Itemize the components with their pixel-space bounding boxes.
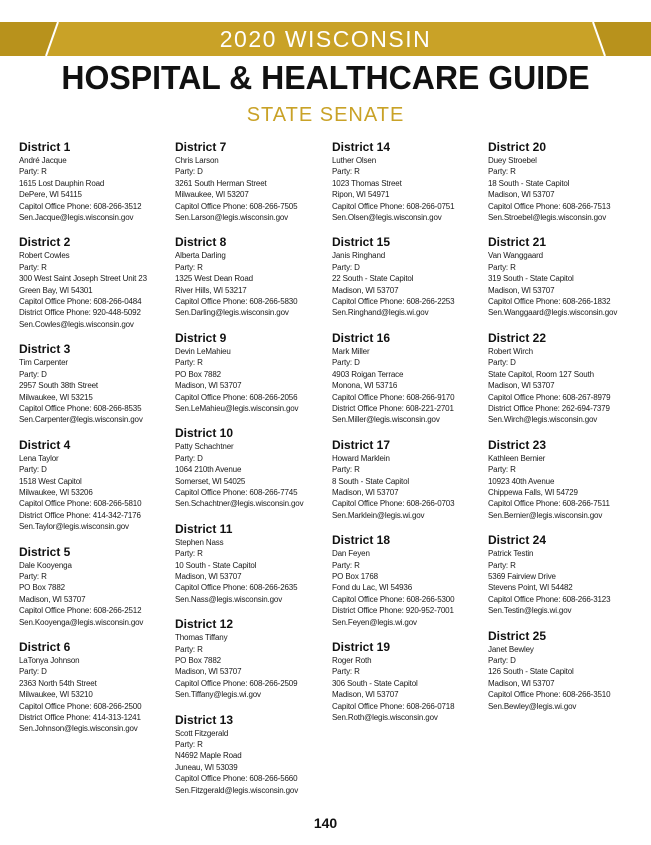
district-detail-line: Capitol Office Phone: 608-266-2500 <box>19 701 142 711</box>
district-detail-line: Capitol Office Phone: 608-266-5300 <box>332 594 455 604</box>
district-entry <box>175 235 327 318</box>
senator-email: Sen.Bewley@legis.wi.gov <box>488 701 577 711</box>
district-detail-line: Party: R <box>19 262 47 272</box>
district-detail-line: Capitol Office Phone: 608-266-2056 <box>175 392 298 402</box>
district-detail-line: Capitol Office Phone: 608-266-3510 <box>488 690 611 700</box>
district-detail-line: 3261 South Herman Street <box>175 178 267 188</box>
district-detail-line: PO Box 7882 <box>175 369 221 379</box>
header-banner <box>0 22 651 56</box>
district-detail-line: Party: R <box>488 167 516 177</box>
district-detail-line: Party: D <box>332 358 360 368</box>
district-detail-line: 22 South - State Capitol <box>332 274 414 284</box>
district-detail-line: Tim Carpenter <box>19 358 68 368</box>
district-detail-line: Party: R <box>175 644 203 654</box>
district-detail-line: PO Box 7882 <box>175 656 221 665</box>
district-detail-line: 2363 North 54th Street <box>19 678 97 688</box>
district-title: District 15 <box>332 235 391 250</box>
district-entry <box>488 629 640 712</box>
district-detail-line: Howard Marklein <box>332 453 390 463</box>
district-detail-line: 1023 Thomas Street <box>332 178 402 188</box>
district-detail-line: Capitol Office Phone: 608-266-3123 <box>488 594 611 604</box>
district-title: District 22 <box>488 330 547 345</box>
district-detail-line: Devin LeMahieu <box>175 346 231 356</box>
district-detail-line: Chippewa Falls, WI 54729 <box>488 487 578 497</box>
district-detail-line: 1064 210th Avenue <box>175 465 242 475</box>
district-detail-line: 1325 West Dean Road <box>175 274 253 284</box>
district-title: District 3 <box>19 342 71 357</box>
district-detail-line: PO Box 1768 <box>332 571 378 581</box>
district-detail-line: Patty Schachtner <box>175 442 234 452</box>
district-title: District 12 <box>175 617 234 632</box>
district-detail-line: Party: D <box>175 167 203 177</box>
district-detail-line: Lena Taylor <box>19 453 59 463</box>
district-detail-line: Green Bay, WI 54301 <box>19 285 93 295</box>
senator-email: Sen.Nass@legis.wisconsin.gov <box>175 594 283 604</box>
district-title: District 10 <box>175 426 234 441</box>
district-detail-line: Party: R <box>488 262 516 272</box>
district-detail-line: Capitol Office Phone: 608-266-5810 <box>19 499 142 509</box>
district-detail-line: Capitol Office Phone: 608-266-0751 <box>332 201 455 211</box>
senator-email: Sen.Roth@legis.wisconsin.gov <box>332 713 438 723</box>
senator-email: Sen.Larson@legis.wisconsin.gov <box>175 213 289 223</box>
senator-email: Sen.Schachtner@legis.wisconsin.gov <box>175 499 304 509</box>
district-detail-line: Capitol Office Phone: 608-266-2509 <box>175 678 298 688</box>
district-entry <box>19 235 171 330</box>
district-title: District 2 <box>19 235 71 250</box>
district-detail-line: 5369 Fairview Drive <box>488 571 556 581</box>
senator-email: Sen.Ringhand@legis.wi.gov <box>332 308 429 318</box>
district-title: District 11 <box>175 521 233 536</box>
district-detail-line: Madison, WI 53707 <box>175 381 242 391</box>
senator-email: Sen.LeMahieu@legis.wisconsin.gov <box>175 403 299 413</box>
district-column-2 <box>175 140 327 808</box>
district-detail-line: 300 West Saint Joseph Street Unit 23 <box>19 274 147 284</box>
district-title: District 17 <box>332 437 391 452</box>
district-detail-line: Party: D <box>19 369 47 379</box>
district-detail-line: Capitol Office Phone: 608-266-2512 <box>19 606 142 616</box>
district-detail-line: Party: R <box>175 358 203 368</box>
district-entry <box>19 640 171 735</box>
district-detail-line: Party: R <box>175 262 203 272</box>
district-title: District 19 <box>332 640 391 654</box>
district-entry <box>332 640 484 723</box>
senator-email: Sen.Darling@legis.wisconsin.gov <box>175 308 289 318</box>
district-detail-line: Party: R <box>488 465 516 475</box>
district-detail-line: District Office Phone: 920-448-5092 <box>19 308 141 318</box>
section-subtitle: STATE SENATE <box>246 104 405 126</box>
senator-email: Sen.Wanggaard@legis.wisconsin.gov <box>488 308 618 318</box>
district-detail-line: Party: D <box>488 656 516 665</box>
district-detail-line: Capitol Office Phone: 608-266-7511 <box>488 499 610 509</box>
district-detail-line: 8 South - State Capitol <box>332 476 410 486</box>
senator-email: Sen.Miller@legis.wisconsin.gov <box>332 415 440 425</box>
senator-email: Sen.Bernier@legis.wisconsin.gov <box>488 510 603 520</box>
district-detail-line: Madison, WI 53707 <box>332 690 399 700</box>
district-entry <box>332 235 484 318</box>
district-detail-line: 2957 South 38th Street <box>19 381 98 391</box>
district-column-4 <box>488 140 640 724</box>
district-detail-line: 126 South - State Capitol <box>488 667 574 677</box>
district-detail-line: Party: R <box>332 465 360 475</box>
district-columns <box>19 140 639 810</box>
district-entry <box>332 438 484 521</box>
district-entry <box>19 342 171 425</box>
district-detail-line: Scott Fitzgerald <box>175 728 229 738</box>
senator-email: Sen.Olsen@legis.wisconsin.gov <box>332 213 442 223</box>
page-number: 140 <box>313 815 338 831</box>
district-entry <box>175 331 327 414</box>
district-detail-line: Kathleen Bernier <box>488 453 546 463</box>
district-title: District 23 <box>488 437 547 452</box>
district-detail-line: Party: D <box>19 465 47 475</box>
district-detail-line: 18 South - State Capitol <box>488 178 570 188</box>
district-title: District 4 <box>19 437 71 452</box>
district-title: District 9 <box>175 330 227 345</box>
district-entry <box>19 438 171 533</box>
district-entry <box>332 533 484 628</box>
district-entry <box>488 438 640 521</box>
district-detail-line: Capitol Office Phone: 608-266-2253 <box>332 297 455 307</box>
district-entry <box>488 533 640 616</box>
district-detail-line: Capitol Office Phone: 608-267-8979 <box>488 392 611 402</box>
senator-email: Sen.Jacque@legis.wisconsin.gov <box>19 213 134 223</box>
district-detail-line: Madison, WI 53707 <box>19 594 86 604</box>
district-detail-line: Mark Miller <box>332 346 370 356</box>
district-detail-line: Madison, WI 53707 <box>488 678 555 688</box>
district-detail-line: Van Wanggaard <box>488 251 543 261</box>
senator-email: Sen.Cowles@legis.wisconsin.gov <box>19 319 134 329</box>
district-detail-line: Capitol Office Phone: 608-266-7745 <box>175 487 298 497</box>
district-detail-line: State Capitol, Room 127 South <box>488 369 594 379</box>
senator-email: Sen.Tiffany@legis.wi.gov <box>175 690 261 700</box>
district-detail-line: Capitol Office Phone: 608-266-8535 <box>19 403 142 413</box>
district-detail-line: Party: R <box>19 571 47 581</box>
district-detail-line: Party: R <box>19 167 47 177</box>
district-detail-line: N4692 Maple Road <box>175 751 242 761</box>
district-detail-line: Party: D <box>175 453 203 463</box>
district-entry <box>175 522 327 605</box>
district-title: District 6 <box>19 640 71 654</box>
district-title: District 1 <box>19 140 71 154</box>
district-detail-line: Stevens Point, WI 54482 <box>488 583 573 593</box>
district-detail-line: Janet Bewley <box>488 644 534 654</box>
district-title: District 16 <box>332 330 391 345</box>
district-detail-line: Ripon, WI 54971 <box>332 190 390 200</box>
district-detail-line: District Office Phone: 414-342-7176 <box>19 510 141 520</box>
district-column-3 <box>332 140 484 735</box>
district-detail-line: Party: R <box>175 549 203 559</box>
district-detail-line: André Jacque <box>19 156 67 165</box>
district-detail-line: Capitol Office Phone: 608-266-0484 <box>19 297 142 307</box>
district-detail-line: Party: R <box>488 560 516 570</box>
district-entry <box>488 235 640 318</box>
district-entry <box>19 545 171 628</box>
district-detail-line: Robert Wirch <box>488 346 533 356</box>
district-detail-line: District Office Phone: 262-694-7379 <box>488 403 610 413</box>
district-entry <box>488 331 640 426</box>
district-detail-line: 1518 West Capitol <box>19 476 82 486</box>
district-detail-line: Party: D <box>332 262 360 272</box>
district-detail-line: Capitol Office Phone: 608-266-5660 <box>175 774 298 784</box>
district-detail-line: Roger Roth <box>332 656 372 665</box>
page-title: HOSPITAL & HEALTHCARE GUIDE <box>61 59 590 96</box>
district-entry <box>175 426 327 509</box>
district-detail-line: District Office Phone: 414-313-1241 <box>19 713 141 723</box>
district-detail-line: Party: R <box>332 167 360 177</box>
district-detail-line: District Office Phone: 920-952-7001 <box>332 606 454 616</box>
senator-email: Sen.Feyen@legis.wi.gov <box>332 617 417 627</box>
district-detail-line: 319 South - State Capitol <box>488 274 574 284</box>
district-detail-line: 10923 40th Avenue <box>488 476 555 486</box>
district-title: District 14 <box>332 140 391 154</box>
district-detail-line: Madison, WI 53707 <box>175 667 242 677</box>
district-title: District 24 <box>488 533 547 548</box>
district-detail-line: 306 South - State Capitol <box>332 678 418 688</box>
district-detail-line: Milwaukee, WI 53210 <box>19 690 93 700</box>
district-detail-line: Party: D <box>19 667 47 677</box>
district-entry <box>488 140 640 223</box>
district-detail-line: Capitol Office Phone: 608-266-2635 <box>175 583 298 593</box>
senator-email: Sen.Taylor@legis.wisconsin.gov <box>19 522 129 532</box>
district-entry <box>175 140 327 223</box>
district-detail-line: Madison, WI 53707 <box>488 381 555 391</box>
district-title: District 21 <box>488 235 547 250</box>
district-detail-line: Capitol Office Phone: 608-266-0703 <box>332 499 455 509</box>
district-entry <box>175 617 327 700</box>
district-detail-line: Luther Olsen <box>332 156 377 165</box>
district-detail-line: Monona, WI 53716 <box>332 381 398 391</box>
district-detail-line: Capitol Office Phone: 608-266-1832 <box>488 297 611 307</box>
district-detail-line: 4903 Roigan Terrace <box>332 369 404 379</box>
district-detail-line: Madison, WI 53707 <box>488 190 555 200</box>
district-detail-line: 10 South - State Capitol <box>175 560 257 570</box>
district-detail-line: Madison, WI 53707 <box>488 285 555 295</box>
district-title: District 13 <box>175 712 234 727</box>
district-detail-line: Alberta Darling <box>175 251 226 261</box>
district-detail-line: Patrick Testin <box>488 549 534 559</box>
district-detail-line: LaTonya Johnson <box>19 656 80 665</box>
district-detail-line: Robert Cowles <box>19 251 70 261</box>
district-detail-line: Somerset, WI 54025 <box>175 476 246 486</box>
district-detail-line: Party: R <box>332 560 360 570</box>
district-detail-line: 1615 Lost Dauphin Road <box>19 178 105 188</box>
district-detail-line: Capitol Office Phone: 608-266-7505 <box>175 201 298 211</box>
district-detail-line: District Office Phone: 608-221-2701 <box>332 403 454 413</box>
district-detail-line: Madison, WI 53707 <box>332 487 399 497</box>
district-title: District 25 <box>488 628 547 643</box>
district-detail-line: Thomas Tiffany <box>175 633 228 643</box>
banner-text: 2020 WISCONSIN <box>219 26 432 52</box>
district-detail-line: Madison, WI 53707 <box>175 571 242 581</box>
senator-email: Sen.Testin@legis.wi.gov <box>488 606 572 616</box>
senator-email: Sen.Wirch@legis.wisconsin.gov <box>488 415 598 425</box>
senator-email: Sen.Marklein@legis.wi.gov <box>332 510 425 520</box>
senator-email: Sen.Fitzgerald@legis.wisconsin.gov <box>175 785 299 795</box>
district-detail-line: PO Box 7882 <box>19 583 65 593</box>
district-title: District 20 <box>488 140 547 154</box>
district-title: District 7 <box>175 140 227 154</box>
district-detail-line: Juneau, WI 53039 <box>175 762 238 772</box>
district-detail-line: Janis Ringhand <box>332 251 386 261</box>
district-detail-line: Capitol Office Phone: 608-266-3512 <box>19 201 142 211</box>
district-detail-line: Milwaukee, WI 53207 <box>175 190 249 200</box>
district-detail-line: Party: R <box>332 667 360 677</box>
senator-email: Sen.Stroebel@legis.wisconsin.gov <box>488 213 607 223</box>
senator-email: Sen.Kooyenga@legis.wisconsin.gov <box>19 617 144 627</box>
district-detail-line: Chris Larson <box>175 156 219 165</box>
district-entry <box>332 331 484 426</box>
senator-email: Sen.Carpenter@legis.wisconsin.gov <box>19 415 143 425</box>
district-title: District 8 <box>175 235 227 250</box>
district-detail-line: Capitol Office Phone: 608-266-9170 <box>332 392 455 402</box>
district-detail-line: Party: R <box>175 740 203 750</box>
district-detail-line: Stephen Nass <box>175 537 224 547</box>
district-detail-line: River Hills, WI 53217 <box>175 285 247 295</box>
district-column-1 <box>19 140 171 747</box>
district-title: District 18 <box>332 533 391 548</box>
district-detail-line: Capitol Office Phone: 608-266-7513 <box>488 201 611 211</box>
senator-email: Sen.Johnson@legis.wisconsin.gov <box>19 724 138 734</box>
district-detail-line: Fond du Lac, WI 54936 <box>332 583 413 593</box>
district-detail-line: Milwaukee, WI 53206 <box>19 487 93 497</box>
district-detail-line: Milwaukee, WI 53215 <box>19 392 93 402</box>
district-detail-line: Madison, WI 53707 <box>332 285 399 295</box>
district-entry <box>175 713 327 796</box>
district-entry <box>19 140 171 223</box>
district-detail-line: Dan Feyen <box>332 549 370 559</box>
district-detail-line: Dale Kooyenga <box>19 560 72 570</box>
district-detail-line: Duey Stroebel <box>488 156 537 165</box>
district-detail-line: Capitol Office Phone: 608-266-0718 <box>332 701 455 711</box>
district-detail-line: DePere, WI 54115 <box>19 190 82 200</box>
district-title: District 5 <box>19 544 71 559</box>
district-detail-line: Capitol Office Phone: 608-266-5830 <box>175 297 298 307</box>
district-entry <box>332 140 484 223</box>
district-detail-line: Party: D <box>488 358 516 368</box>
